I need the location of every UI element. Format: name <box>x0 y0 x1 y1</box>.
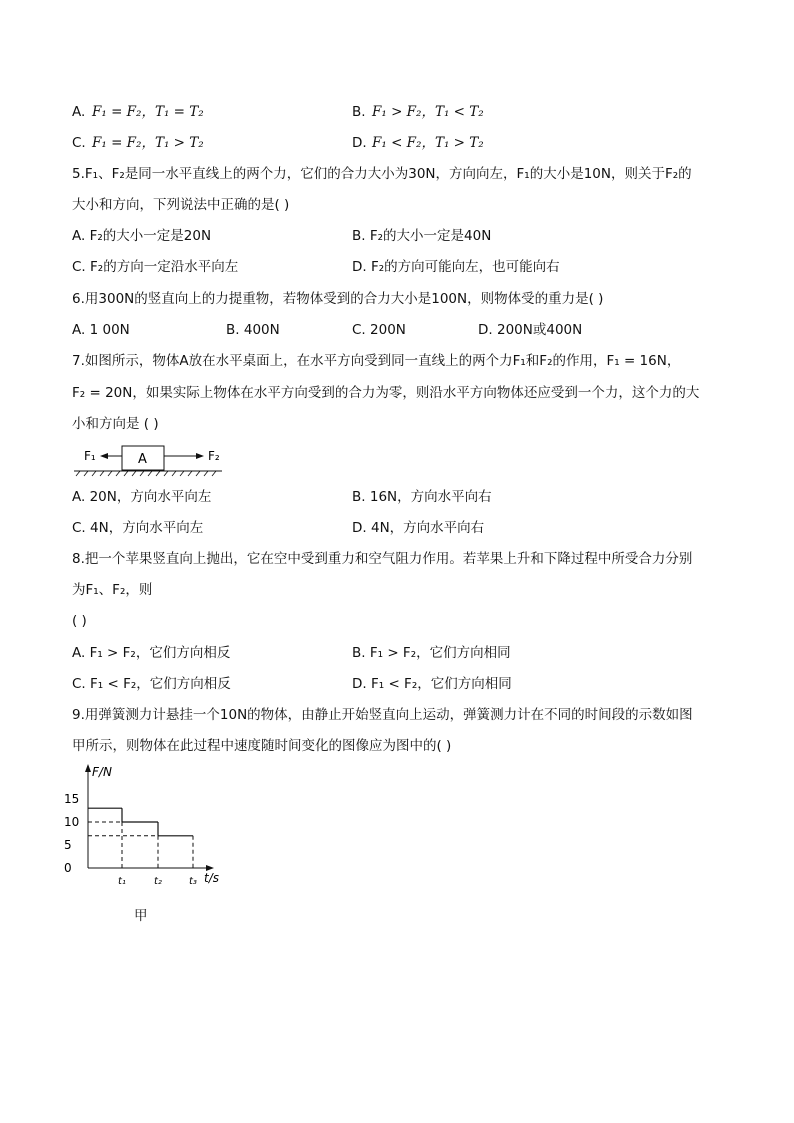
y-tick-label: 5 <box>64 838 72 852</box>
q8-stem-line2: 为F₁、F₂，则 <box>72 582 153 598</box>
q7-option-a-text: 20N，方向水平向左 <box>89 489 212 505</box>
q9-stem-text: 用弹簧测力计悬挂一个10N的物体，由静止开始竖直向上运动，弹簧测力计在不同的时间段的示数如图 <box>84 707 693 723</box>
q6-option-d-text: 200N或400N <box>496 322 583 338</box>
q6-option-a-letter: A. <box>72 322 86 338</box>
q7-block-label: A <box>138 452 147 467</box>
q5-number: 5. <box>72 166 85 182</box>
y-axis-label: F/N <box>92 765 112 779</box>
q8-option-d-letter: D. <box>352 676 367 692</box>
q5-option-c-letter: C. <box>72 259 86 275</box>
q5-option-b <box>352 226 491 246</box>
q6-option-b <box>226 320 280 340</box>
q5-stem-line1 <box>72 164 692 184</box>
q9-force-time-chart <box>60 758 240 898</box>
q7-number: 7. <box>72 353 85 369</box>
q7-stem-text: 如图所示，物体A放在水平桌面上，在水平方向受到同一直线上的两个力F₁和F₂的作用，F₁ = 16N， <box>84 353 681 369</box>
q6-option-d-letter: D. <box>478 322 493 338</box>
q7-option-d-text: 4N，方向水平向右 <box>370 520 485 536</box>
q7-option-a <box>72 487 211 507</box>
q5-stem-line2: 大小和方向，下列说法中正确的是( ) <box>72 197 290 213</box>
q8-option-a <box>72 643 230 663</box>
y-tick-label: 0 <box>64 861 72 875</box>
x-tick-label: t₁ <box>118 876 126 887</box>
q4-option-a-text: F₁ = F₂，T₁ = T₂ <box>92 104 204 120</box>
q7-stem-line2: F₂ = 20N，如果实际上物体在水平方向受到的合力为零，则沿水平方向物体还应受到一个力，这个力的大 <box>72 385 700 401</box>
q6-option-d <box>478 320 582 340</box>
q8-option-b-text: F₁ > F₂，它们方向相同 <box>369 645 511 661</box>
q6-option-b-letter: B. <box>226 322 240 338</box>
q8-number: 8. <box>72 551 85 567</box>
q4-option-d: D. <box>352 135 367 151</box>
q9-number: 9. <box>72 707 85 723</box>
q5-option-c-text: F₂的方向一定沿水平向左 <box>90 259 239 275</box>
q8-stem-text: 把一个苹果竖直向上抛出，它在空中受到重力和空气阻力作用。若苹果上升和下降过程中所受合力分别 <box>84 551 693 567</box>
x-axis-label: t/s <box>204 871 219 885</box>
y-tick-label: 10 <box>64 815 80 829</box>
q9-figure-caption: 甲 <box>134 908 148 924</box>
q8-option-c-text: F₁ < F₂，它们方向相反 <box>90 676 231 692</box>
q4-option-a: A. <box>72 104 86 120</box>
q8-stem-line3: ( ) <box>72 613 87 629</box>
q8-option-b <box>352 643 511 663</box>
q7-option-d <box>352 518 484 538</box>
q7-f2-arrowhead <box>196 453 204 459</box>
x-tick-label: t₃ <box>189 876 197 887</box>
q7-option-b-text: 16N，方向水平向右 <box>369 489 492 505</box>
q6-stem-text: 用300N的竖直向上的力提重物，若物体受到的合力大小是100N，则物体受的重力是( ) <box>84 291 604 307</box>
q7-f1-label: F₁ <box>84 449 96 463</box>
y-tick-label: 15 <box>64 792 80 806</box>
q5-option-b-letter: B. <box>352 228 366 244</box>
q7-option-d-letter: D. <box>352 520 367 536</box>
q5-option-a <box>72 226 211 246</box>
q5-option-b-text: F₂的大小一定是40N <box>369 228 492 244</box>
q8-option-a-text: F₁ > F₂，它们方向相反 <box>89 645 231 661</box>
q7-f2-label: F₂ <box>208 449 220 463</box>
q6-option-c-letter: C. <box>352 322 366 338</box>
q8-option-c-letter: C. <box>72 676 86 692</box>
q4-option-d-text: F₁ < F₂，T₁ > T₂ <box>372 135 484 151</box>
y-axis-arrowhead <box>85 764 91 772</box>
q8-option-a-letter: A. <box>72 645 86 661</box>
q6-option-c <box>352 320 406 340</box>
q8-option-d <box>352 674 512 694</box>
q4-option-c-text: F₁ = F₂，T₁ > T₂ <box>92 135 204 151</box>
q7-option-c-letter: C. <box>72 520 86 536</box>
q6-option-c-text: 200N <box>370 322 406 338</box>
q5-option-c <box>72 257 238 277</box>
q9-stem-line1 <box>72 705 693 725</box>
q6-stem-line1 <box>72 289 603 309</box>
q6-number: 6. <box>72 291 85 307</box>
q7-option-c-text: 4N，方向水平向左 <box>90 520 204 536</box>
q7-f1-arrowhead <box>100 453 108 459</box>
q7-stem-line3: 小和方向是 ( ) <box>72 416 159 432</box>
q8-option-b-letter: B. <box>352 645 366 661</box>
q5-option-d <box>352 257 560 277</box>
q6-option-a-text: 1 00N <box>89 322 130 338</box>
q4-option-b-text: F₁ > F₂，T₁ < T₂ <box>372 104 484 120</box>
q7-force-diagram <box>72 440 232 480</box>
q8-option-d-text: F₁ < F₂，它们方向相同 <box>370 676 512 692</box>
q5-option-a-letter: A. <box>72 228 86 244</box>
q4-option-c: C. <box>72 135 86 151</box>
x-tick-label: t₂ <box>154 876 162 887</box>
q8-option-c <box>72 674 231 694</box>
q7-stem-line1 <box>72 351 680 371</box>
q7-option-a-letter: A. <box>72 489 86 505</box>
q7-option-c <box>72 518 203 538</box>
q5-option-a-text: F₂的大小一定是20N <box>89 228 212 244</box>
q5-stem-text: F₁、F₂是同一水平直线上的两个力，它们的合力大小为30N，方向向左，F₁的大小是10N，则关于F₂的 <box>84 166 692 182</box>
q9-stem-line2: 甲所示，则物体在此过程中速度随时间变化的图像应为图中的( ) <box>72 738 452 754</box>
q6-option-b-text: 400N <box>243 322 280 338</box>
q7-option-b <box>352 487 492 507</box>
q6-option-a <box>72 320 130 340</box>
q7-surface-hatching <box>76 471 216 476</box>
q8-stem-line1 <box>72 549 692 569</box>
q7-option-b-letter: B. <box>352 489 366 505</box>
q4-option-b: B. <box>352 104 366 120</box>
q5-option-d-text: F₂的方向可能向左，也可能向右 <box>370 259 560 275</box>
q5-option-d-letter: D. <box>352 259 367 275</box>
